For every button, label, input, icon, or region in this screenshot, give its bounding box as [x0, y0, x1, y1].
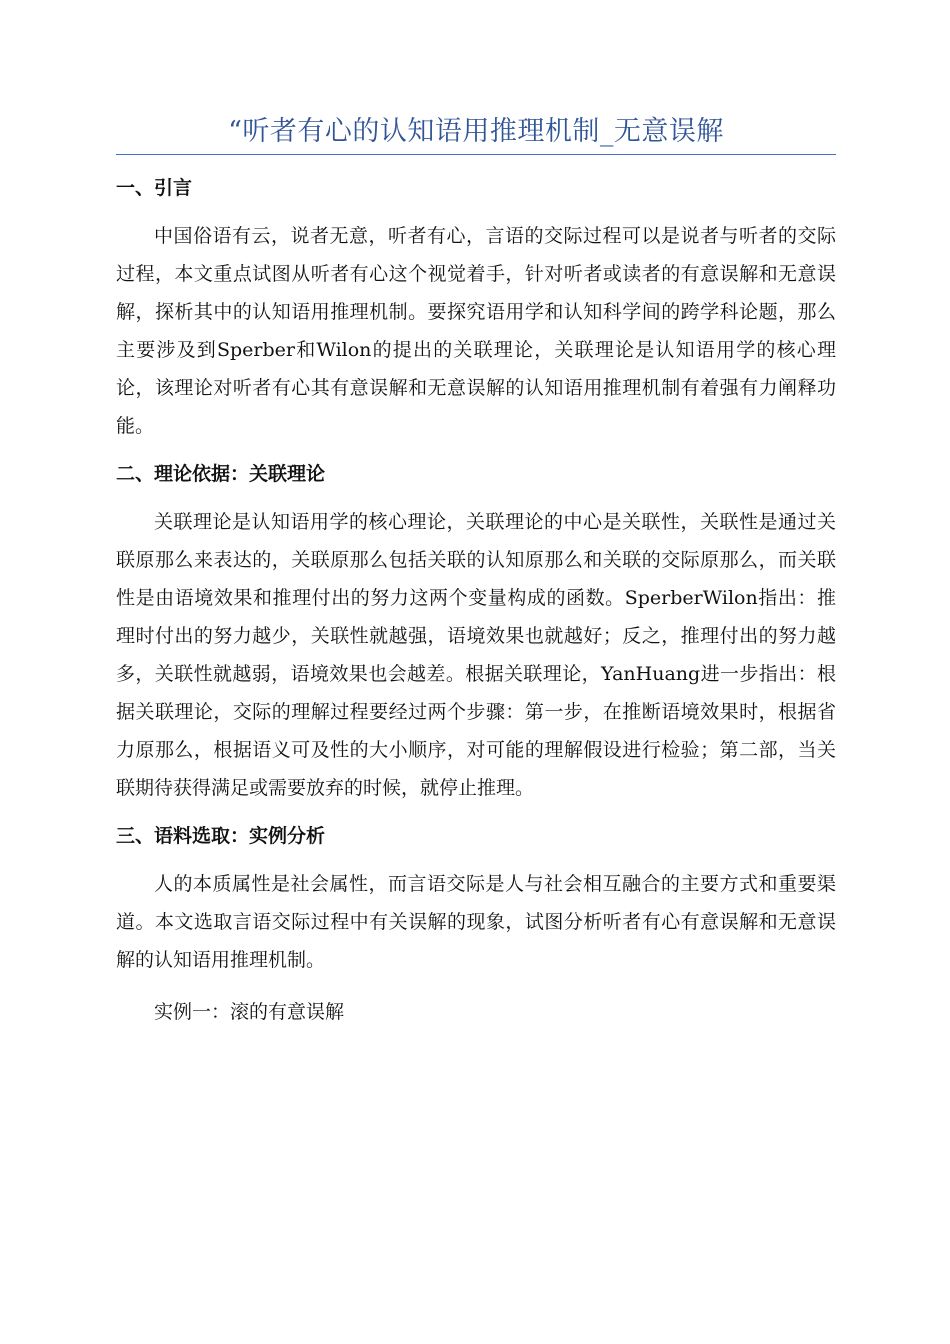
paragraph-corpus: 人的本质属性是社会属性，而言语交际是人与社会相互融合的主要方式和重要渠道。本文选取言语交际过程中有关误解的现象，试图分析听者有心有意误解和无意误解的认知语用推理机制。 [116, 873, 836, 971]
paragraph-introduction: 中国俗语有云，说者无意，听者有心，言语的交际过程可以是说者与听者的交际过程，本文重点试图从听者有心这个视觉着手，针对听者或读者的有意误解和无意误解，探析其中的认知语用推理机制。要探究语用学和认知科学间的跨学科论题，那么主要涉及到Sperber和Wilon的提出的关联理论，关联理论是认知语用学的核心理论，该理论对听者有心其有意误解和无意误解的认知语用推理机制有着强有力阐释功能。 [116, 225, 836, 437]
section-corpus [116, 821, 836, 1031]
section-introduction [116, 173, 836, 445]
document-title: “听者有心的认知语用推理机制_无意误解 [116, 112, 836, 155]
section-heading-corpus: 三、语料选取：实例分析 [116, 825, 326, 847]
paragraph-theory: 关联理论是认知语用学的核心理论，关联理论的中心是关联性，关联性是通过关联原那么来表达的，关联原那么包括关联的认知原那么和关联的交际原那么，而关联性是由语境效果和推理付出的努力这两个变量构成的函数。SperberWilon指出：推理时付出的努力越少，关联性就越强，语境效果也就越好；反之，推理付出的努力越多，关联性就越弱，语境效果也会越差。根据关联理论，YanHuang进一步指出：根据关联理论，交际的理解过程要经过两个步骤：第一步，在推断语境效果时，根据省力原那么，根据语义可及性的大小顺序，对可能的理解假设进行检验；第二部，当关联期待获得满足或需要放弃的时候，就停止推理。 [116, 511, 836, 799]
section-theory [116, 459, 836, 807]
section-heading-theory: 二、理论依据：关联理论 [116, 463, 326, 485]
paragraph-example-one: 实例一：滚的有意误解 [154, 1001, 345, 1023]
section-heading-introduction: 一、引言 [116, 177, 193, 199]
document-page [116, 112, 836, 1031]
